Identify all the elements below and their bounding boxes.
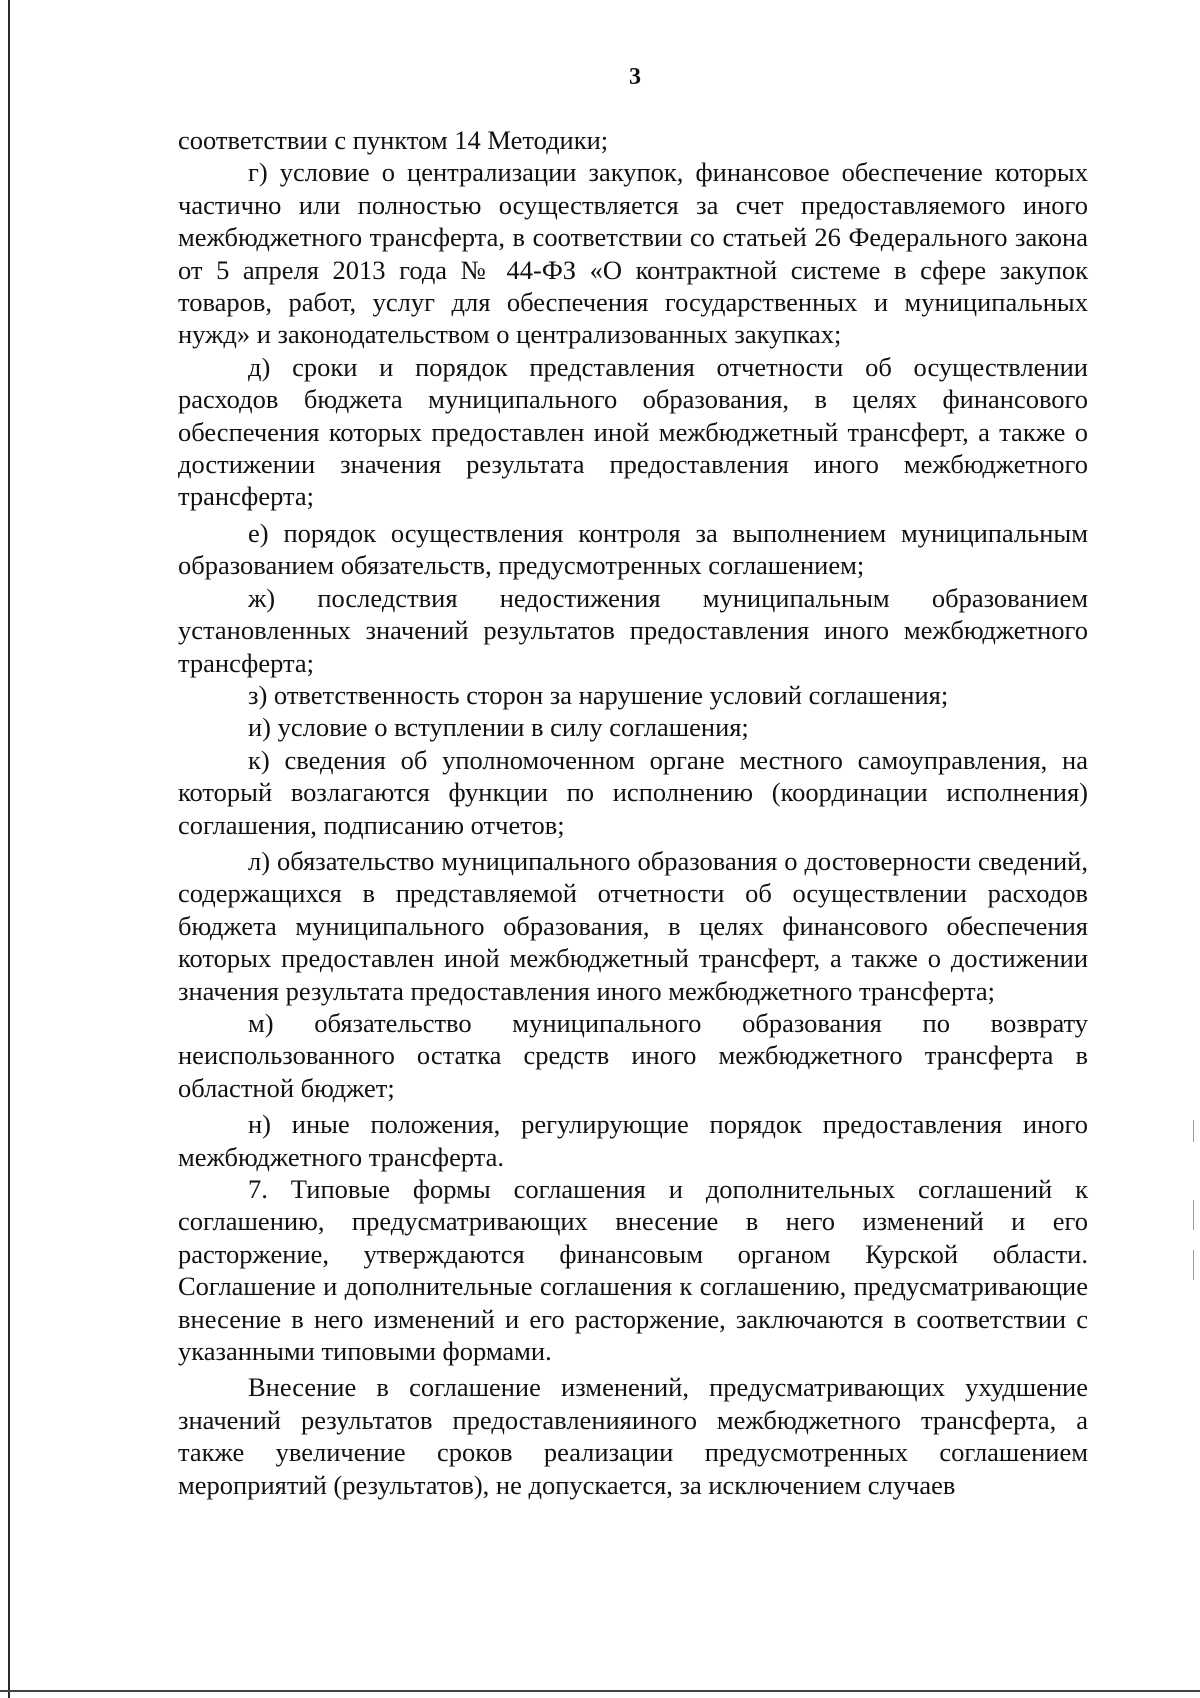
paragraph-item-e: е) порядок осуществления контроля за выполнением муниципальным образованием обязательств, предусмотренных соглашением; bbox=[178, 517, 1088, 581]
paragraph-item-d: д) сроки и порядок представления отчетности об осуществлении расходов бюджета муниципального образования, в целях финансового обеспечения которых предоставлен иной межбюджетный трансферт, а также о достижении значения результата предоставления иного межбюджетного трансферта; bbox=[178, 351, 1088, 512]
scan-artifact-mark bbox=[1193, 1120, 1194, 1142]
scan-bottom-edge bbox=[0, 1690, 1200, 1692]
paragraph-item-g: г) условие о централизации закупок, финансовое обеспечение которых частично или полностью осуществляется за счет предоставляемого иного межбюджетного трансферта, в соответствии со статьей 26 Федерального закона от 5 апреля 2013 года № 44-ФЗ «О контрактной системе в сфере закупок товаров, работ, услуг для обеспечения государственных и муниципальных нужд» и законодательством о централизованных закупках; bbox=[178, 157, 1088, 350]
paragraph-amendments: Внесение в соглашение изменений, предусматривающих ухудшение значений результатов предоставленияиного межбюджетного трансферта, а также увеличение сроков реализации предусмотренных соглашением мероприятий (результатов), не допускается, за исключением случаев bbox=[178, 1372, 1088, 1500]
paragraph-item-k: к) сведения об уполномоченном органе местного самоуправления, на который возлагаются функции по исполнению (координации исполнения) соглашения, подписанию отчетов; bbox=[178, 744, 1088, 840]
paragraph-item-zh: ж) последствия недостижения муниципальным образованием установленных значений результатов предоставления иного межбюджетного трансферта; bbox=[178, 582, 1088, 678]
scan-artifact-mark bbox=[1193, 1250, 1194, 1280]
paragraph-item-n: н) иные положения, регулирующие порядок предоставления иного межбюджетного трансферта. bbox=[178, 1109, 1088, 1172]
paragraph-item-i: и) условие о вступлении в силу соглашения; bbox=[248, 712, 749, 743]
scan-artifact-mark bbox=[1193, 1200, 1194, 1230]
paragraph-continuation: соответствии с пунктом 14 Методики; bbox=[178, 125, 609, 155]
scan-left-edge bbox=[8, 0, 10, 1698]
paragraph-item-l: л) обязательство муниципального образования о достоверности сведений, содержащихся в представляемой отчетности об осуществлении расходов бюджета муниципального образования, в целях финансового обеспечения которых предоставлен иной межбюджетный трансферт, а также о достижении значения результата предоставления иного межбюджетного трансферта; bbox=[178, 845, 1088, 1006]
document-body bbox=[178, 124, 1088, 1501]
page-number: 3 bbox=[629, 64, 641, 90]
paragraph-item-m: м) обязательство муниципального образования по возврату неиспользованного остатка средств иного межбюджетного трансферта в областной бюджет; bbox=[178, 1007, 1088, 1103]
paragraph-item-z: з) ответственность сторон за нарушение условий соглашения; bbox=[248, 679, 949, 710]
paragraph-section-7: 7. Типовые формы соглашения и дополнительных соглашений к соглашению, предусматривающих внесение в него изменений и его расторжение, утверждаются финансовым органом Курской области. Соглашение и дополнительные соглашения к соглашению, предусматривающие внесение в него изменений и его расторжение, заключаются в соответствии с указанными типовыми формами. bbox=[178, 1174, 1088, 1367]
